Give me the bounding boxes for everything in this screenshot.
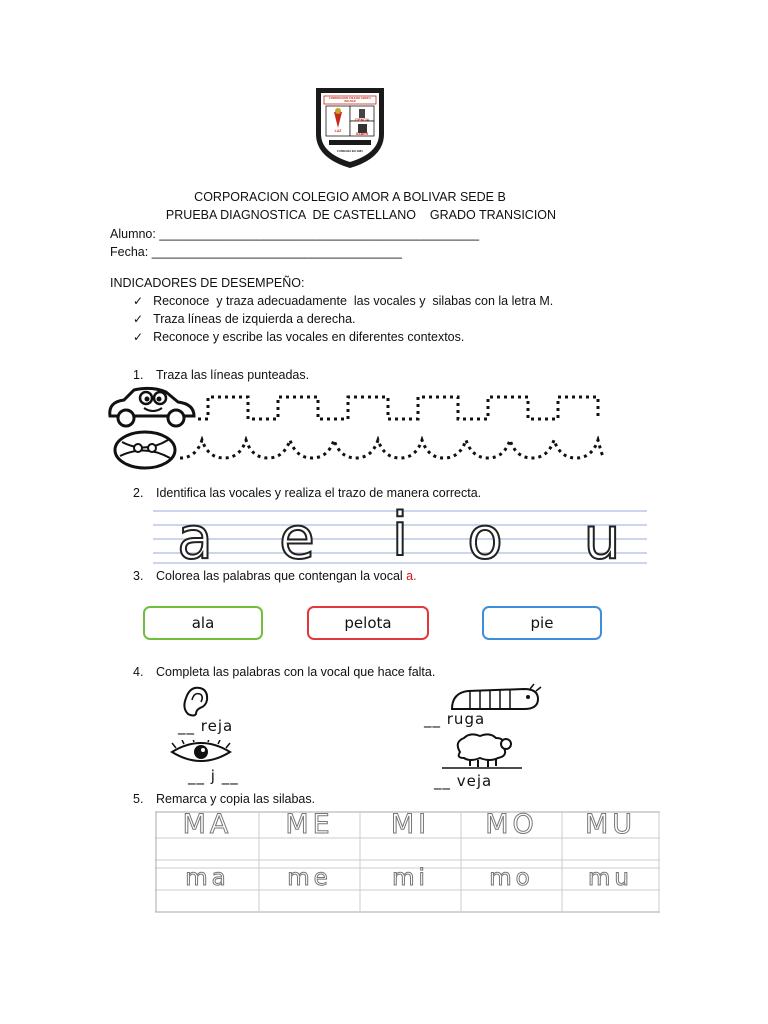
word-blank-ruga[interactable]: __ ruga	[424, 710, 486, 728]
eye-icon	[168, 740, 234, 769]
exercise-3-heading: 3. Colorea las palabras que contengan la vocal a.	[133, 569, 417, 583]
word-blank-reja[interactable]: __ reja	[178, 717, 234, 735]
vowel-i-trace[interactable]: i	[391, 500, 409, 570]
car-icon	[104, 384, 200, 435]
school-logo	[312, 84, 388, 170]
word-blank-oveja[interactable]: __ veja	[434, 772, 493, 790]
syllable-trace-upper[interactable]: MO	[485, 808, 538, 840]
syllable-trace-upper[interactable]: MU	[584, 808, 637, 840]
logo-label-luz: LUZ	[334, 129, 342, 133]
logo-top-text: CORPORACION COLEGIO AMOR A BOLIVAR	[329, 97, 371, 103]
date-line: ____________________________________	[151, 245, 402, 259]
vowel-o-trace[interactable]: o	[467, 504, 503, 572]
vowel-u-trace[interactable]: u	[583, 504, 621, 572]
indicators-title: INDICADORES DE DESEMPEÑO:	[110, 276, 305, 290]
syllable-trace-upper[interactable]: MI	[390, 808, 431, 840]
test-title: PRUEBA DIAGNOSTICA DE CASTELLANO GRADO TRANSICION	[165, 208, 557, 222]
logo-label-ciencia: CIENCIA	[354, 118, 370, 122]
indicator-item: ✓ Reconoce y traza adecuadamente las vocales y silabas con la letra M.	[133, 293, 553, 309]
word-box-ala[interactable]: ala	[143, 606, 263, 640]
school-name: CORPORACION COLEGIO AMOR A BOLIVAR SEDE B	[194, 190, 506, 204]
syllable-trace-lower[interactable]: mo	[489, 865, 534, 891]
date-label: Fecha:	[110, 245, 149, 259]
indicator-item: ✓ Reconoce y escribe las vocales en diferentes contextos.	[133, 329, 464, 345]
student-field[interactable]	[110, 226, 479, 242]
vowel-e-trace[interactable]: e	[279, 504, 315, 572]
syllable-trace-lower[interactable]: mu	[588, 865, 633, 891]
syllable-trace-lower[interactable]: mi	[392, 865, 429, 891]
student-line: ______________________________________________	[159, 227, 480, 241]
date-field[interactable]	[110, 244, 402, 260]
trace-line-square-wave[interactable]	[196, 393, 606, 426]
logo-label-saber: SABER	[355, 132, 369, 136]
word-box-pelota[interactable]: pelota	[307, 606, 429, 640]
syllable-trace-upper[interactable]: MA	[182, 808, 233, 840]
exercise-4-heading: 4. Completa las palabras con la vocal que hace falta.	[133, 665, 436, 679]
exercise-1-heading: 1. Traza las líneas punteadas.	[133, 368, 310, 382]
syllable-trace-upper[interactable]: ME	[285, 808, 334, 840]
sheep-icon	[440, 730, 524, 777]
logo-bottom-text: FUNDADA EN 1984	[337, 149, 363, 153]
syllable-trace-lower[interactable]: ma	[185, 865, 230, 891]
syllable-trace-lower[interactable]: me	[287, 865, 332, 891]
vowel-a-trace[interactable]: a	[177, 504, 213, 572]
trace-line-arch-wave[interactable]	[178, 436, 606, 471]
student-label: Alumno:	[110, 227, 156, 241]
indicator-item: ✓ Traza líneas de izquierda a derecha.	[133, 311, 356, 327]
exercise-5-heading: 5. Remarca y copia las silabas.	[133, 792, 316, 806]
highlight-vowel-a: a.	[406, 569, 417, 583]
word-box-pie[interactable]: pie	[482, 606, 602, 640]
ball-icon	[112, 430, 178, 475]
exercise-2-heading: 2. Identifica las vocales y realiza el trazo de manera correcta.	[133, 486, 482, 500]
word-blank-ojo[interactable]: __ j __	[188, 767, 239, 785]
